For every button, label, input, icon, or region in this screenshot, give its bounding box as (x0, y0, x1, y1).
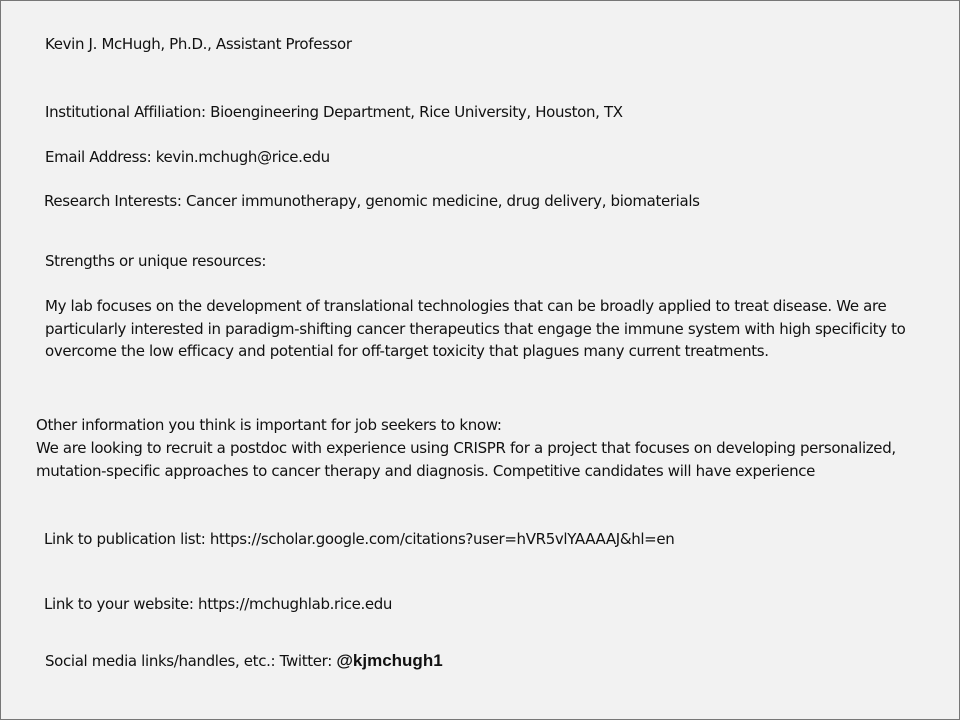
social-label: Social media links/handles, etc.: Twitter: (45, 652, 337, 670)
email-field: Email Address: kevin.mchugh@rice.edu (45, 148, 330, 166)
name-title: Kevin J. McHugh, Ph.D., Assistant Professor (45, 35, 352, 53)
other-info-label: Other information you think is important for job seekers to know: (36, 416, 502, 434)
strengths-label: Strengths or unique resources: (45, 252, 267, 270)
website-link: Link to your website: https://mchughlab.rice.edu (44, 595, 393, 613)
affiliation-field: Institutional Affiliation: Bioengineering Department, Rice University, Houston, TX (45, 103, 623, 121)
other-info-text: We are looking to recruit a postdoc with experience using CRISPR for a project that focuses on developing personalized, mutation-specific approaches to cancer therapy and diagnosis. Competitive candidates will have experience (36, 439, 896, 480)
social-media-field (45, 650, 443, 672)
twitter-handle: @kjmchugh1 (336, 651, 443, 670)
publication-link: Link to publication list: https://scholar.google.com/citations?user=hVR5vlYAAAAJ&hl=en (44, 530, 675, 548)
research-interests-field: Research Interests: Cancer immunotherapy, genomic medicine, drug delivery, biomaterials (44, 192, 700, 210)
strengths-text: My lab focuses on the development of translational technologies that can be broadly applied to treat disease. We are particularly interested in paradigm-shifting cancer therapeutics that engage the immune system with high specificity to overcome the low efficacy and potential for off-target toxicity that plagues many current treatments. (45, 297, 906, 360)
